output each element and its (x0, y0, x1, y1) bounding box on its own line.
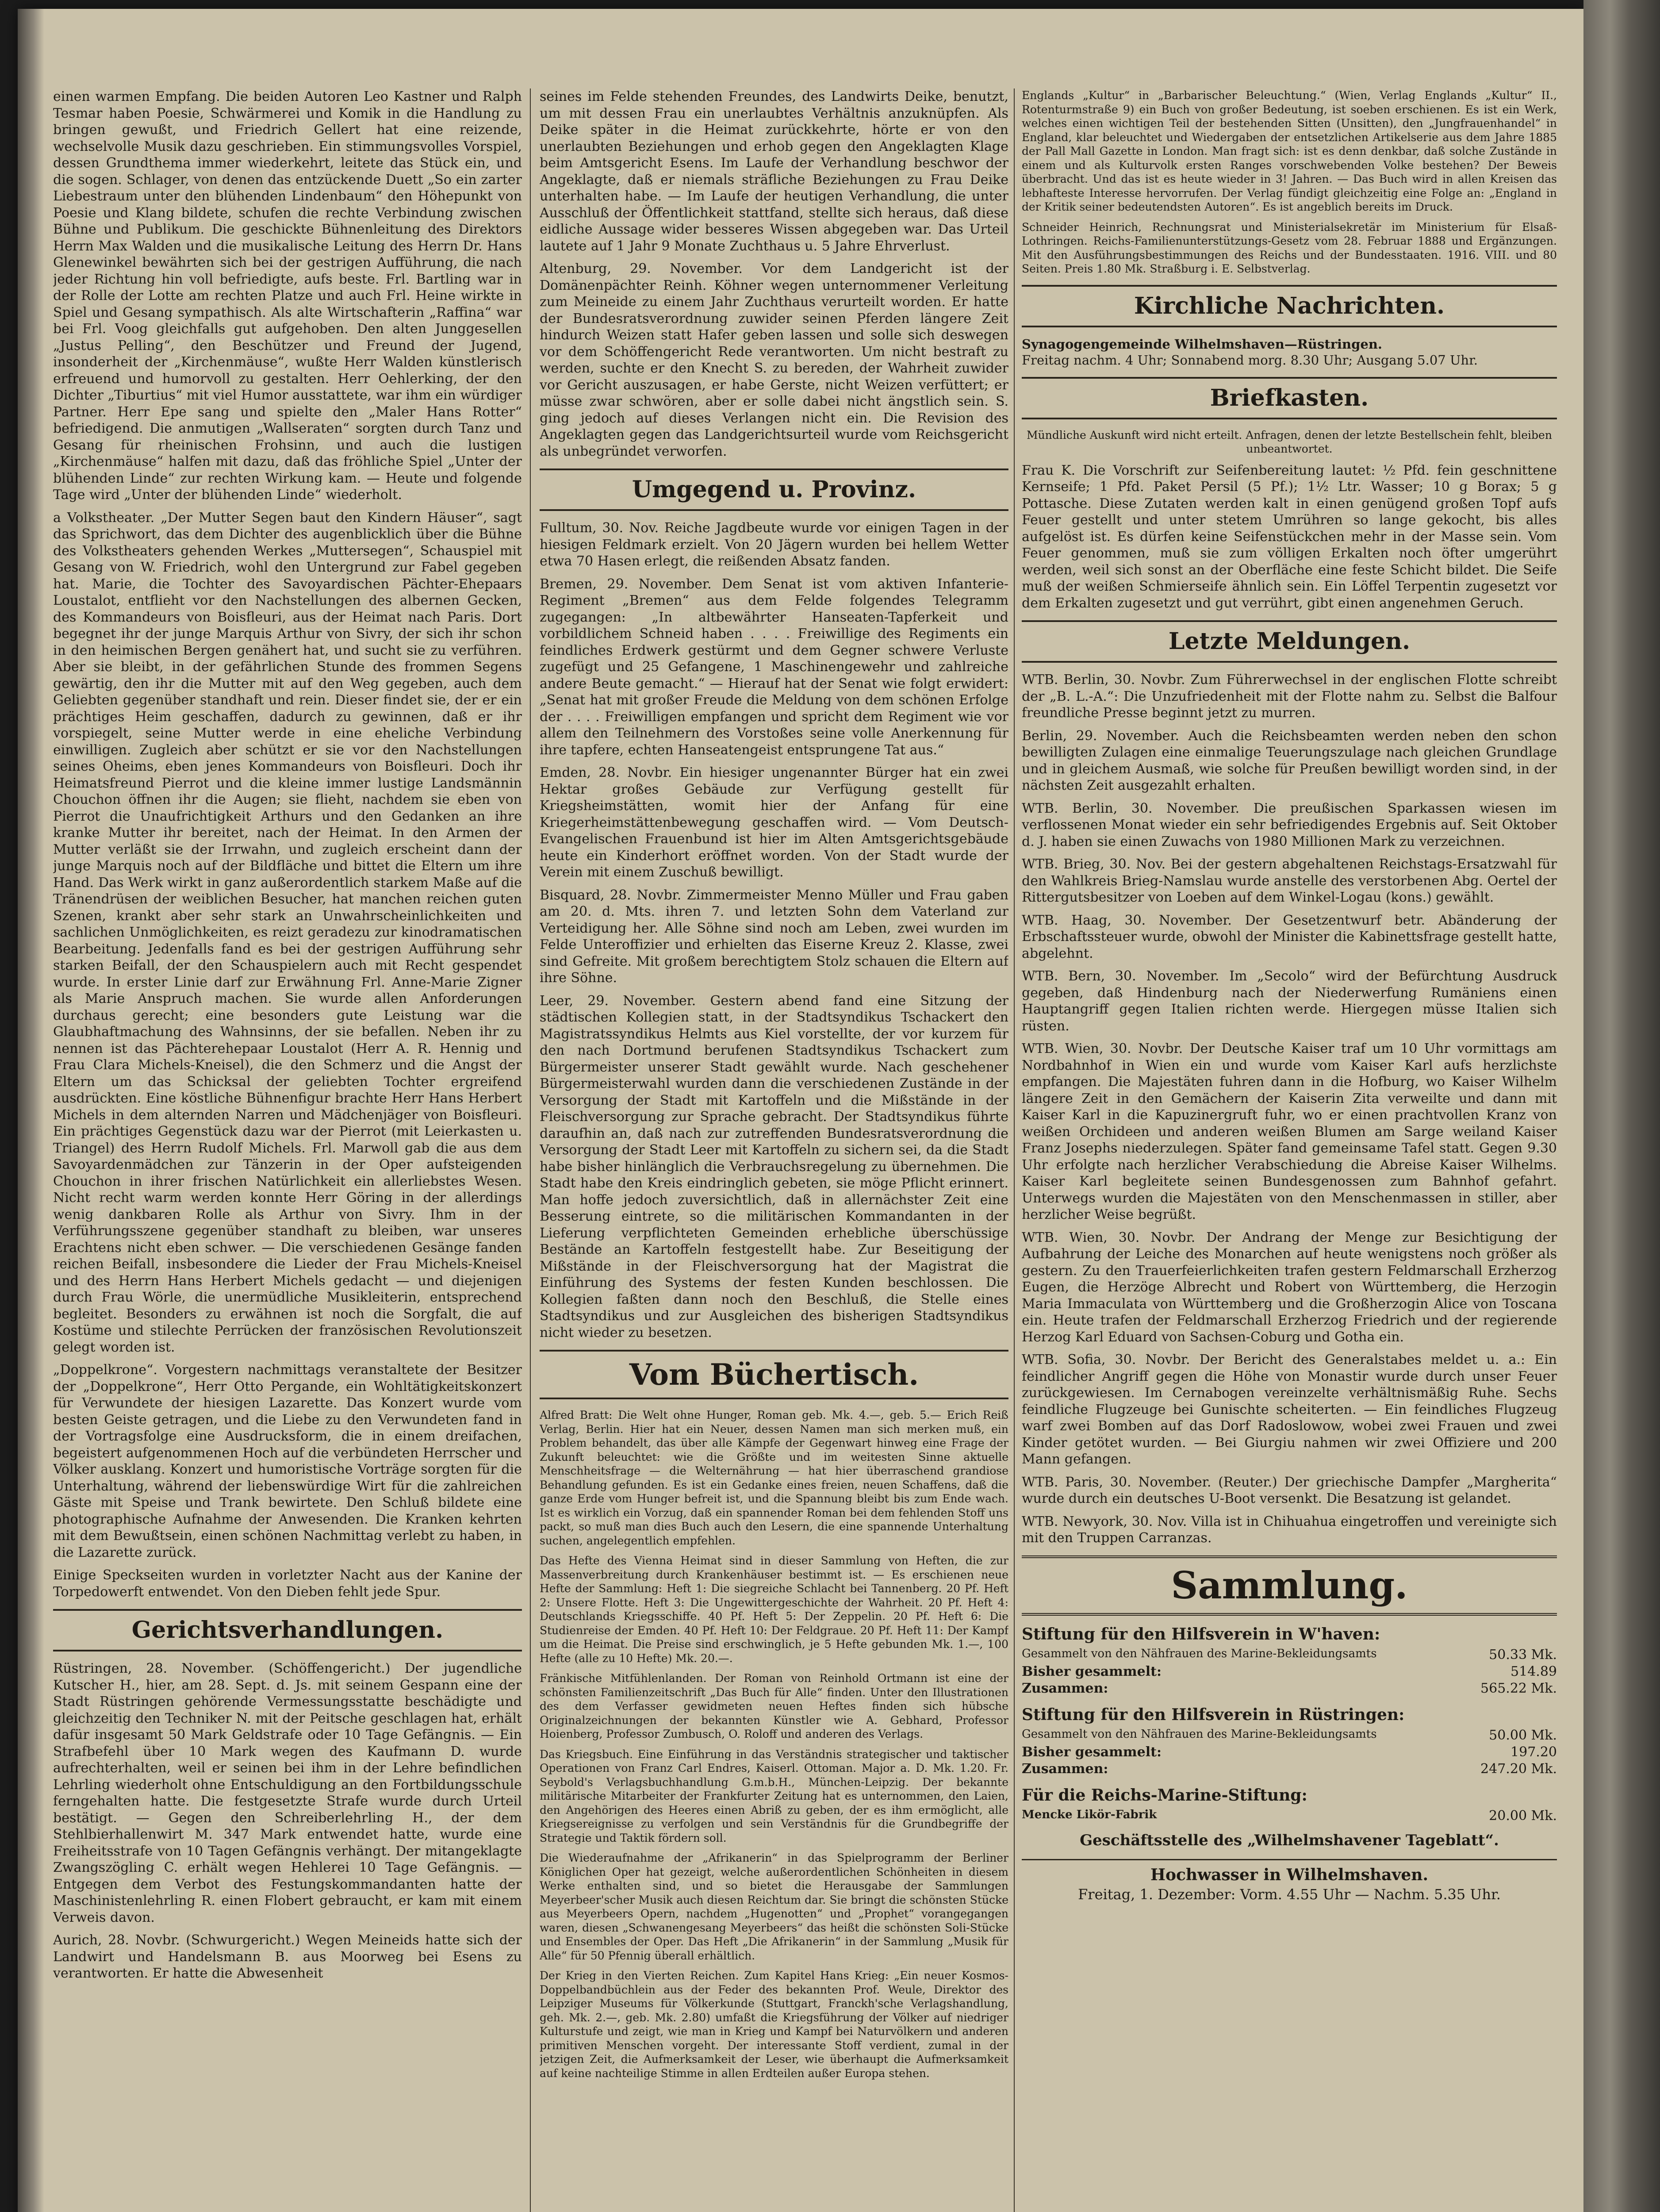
fund-previous-value: 514.89 (1510, 1663, 1557, 1679)
fund-previous-row (1022, 1744, 1557, 1761)
reich-fund-value: 20.00 Mk. (1489, 1808, 1557, 1824)
news-item: WTB. Wien, 30. Novbr. Der Deutsche Kaiser traf um 10 Uhr vormittags am Nordbahnhof in Wien ein und wurde vom Kaiser Karl aufs herzlichste empfangen. Die Majestäten fuhren dann in die Hofburg, wo Kaiser Wilhelm längere Zeit in den Gemächern der Kaiserin Zita verweilte und dann mit Kaiser Karl in die Kapuzinergruft fuhr, wo er einen prachtvollen Kranz von weißen Orchideen und anderen weißen Blumen am Sarge weiland Kaiser Franz Josephs niederzulegen. Später fand gemeinsame Tafel statt. Gegen 9.30 Uhr erfolgte nach herzlicher Verabschiedung die Abreise Kaiser Wilhelms. Kaiser Karl begleitete seinen Bundesgenossen zum Bahnhof gefahrt. Unterwegs wurden die Majestäten von den Menschenmassen in stiller, aber herzlicher Weise begrüßt. (1022, 1041, 1557, 1222)
fund-contributor: Gesammelt von den Nähfrauen des Marine-Bekleidungsamts (1022, 1727, 1377, 1741)
fund-previous-value: 197.20 (1510, 1744, 1557, 1760)
news-item: WTB. Brieg, 30. Nov. Bei der gestern abgehaltenen Reichstags-Ersatzwahl für den Wahlkreis Brieg-Namslau wurde anstelle des verstorbenen Abg. Oertel der Rittergutsbesitzer von Loeben auf dem Winkel-Logau (kons.) gewählt. (1022, 856, 1557, 905)
article-paragraph: einen warmen Empfang. Die beiden Autoren Leo Kastner und Ralph Tesmar haben Poesie, Schwärmerei und Komik in die Handlung zu bringen gewußt, und Friedrich Gellert hat eine reizende, wechselvolle Musik dazu geschrieben. Ein stimmungsvolles Vorspiel, dessen Grundthema immer wiederkehrt, leitete das Stück ein, und die sogen. Schlager, von denen das entzückende Duett „So ein zarter Liebestraum unter den blühenden Lindenbaum“ den Höhepunkt von Poesie und Klang bildete, schufen die rechte Verbindung zwischen Bühne und Publikum. Die geschickte Bühnenleitung des Direktors Herrn Max Walden und die musikalische Leitung des Herrn Dr. Hans Glenewinkel bewährten sich bei der gestrigen Aufführung, die nach jeder Richtung hin voll befriedigte, aufs beste. Frl. Bartling war in der Rolle der Lotte am rechten Platze und auch Frl. Heine wirkte in Spiel und Gesang sympathisch. Als alte Wirtschafterin „Raffina“ war bei Frl. Voog gleichfalls gut aufgehoben. Den alten Junggesellen „Justus Pelling“, den Beschützer und Freund der Jugend, insonderheit der „Kirchenmäuse“, wußte Herr Walden künstlerisch erfreuend und humorvoll zu gestalten. Herr Oehlerking, der den Dichter „Tiburtius“ mit viel Humor ausstattete, war ihm ein würdiger Partner. Herr Epe sang und spielte den „Maler Hans Rotter“ befriedigend. Die anmutigen „Wallseraten“ sorgten durch Tanz und Gesang für rheinischen Frohsinn, und auch die lustigen „Kirchenmäuse“ halfen mit dazu, daß das fröhliche Spiel „Unter der blühenden Linde“ zur rechten Wirkung kam. — Heute und folgende Tage wird „Unter der blühenden Linde“ wiederholt. (53, 89, 522, 503)
article-paragraph: a Volkstheater. „Der Mutter Segen baut den Kindern Häuser“, sagt das Sprichwort, das dem Dichter des augenblicklich über die Bühne des Volkstheaters gehenden Werkes „Muttersegen“, Schauspiel mit Gesang von W. Friedrich, wohl den Untergrund zur Fabel gegeben hat. Marie, die Tochter des Savoyardischen Pächter-Ehepaars Loustalot, entflieht vor den Nachstellungen des albernen Gecken, des Kommandeurs von Boisfleuri, aus der Heimat nach Paris. Dort begegnet ihr der junge Marquis Arthur von Sivry, der sich ihr schon in den heimischen Bergen genähert hat, und sucht sie zu verführen. Aber sie bleibt, in der gefährlichen Stunde des frommen Segens gewärtig, den ihr die Mutter mit auf den Weg gegeben, auch dem Geliebten gegenüber standhaft und rein. Dieser findet sie, der er ein prächtiges Heim geschaffen, dadurch zu gewinnen, daß er ihr vorspiegelt, seine Mutter werde in eine eheliche Verbindung einwilligen. Zugleich aber schützt er sie vor den Nachstellungen seines Oheims, eben jenes Kommandeurs von Boisfleuri. Doch ihr Heimatsfreund Pierrot und die kleine immer lustige Landsmännin Chouchon öffnen ihr die Augen; sie flieht, nachdem sie eben von Pierrot die Unaufrichtigkeit Arthurs und den Gedanken an ihre kranke Mutter ihr bereitet, nach der Heimat. In den Armen der Mutter verläßt sie der Irrwahn, und zugleich erscheint dann der junge Marquis noch auf der Bildfläche und bittet die Eltern um ihre Hand. Das Werk wirkt in ganz außerordentlich starkem Maße auf die Tränendrüsen der weiblichen Besucher, hat manchen reichen guten Szenen, krankt aber sehr stark an Unwahrscheinlichkeiten und sachlichen Unmöglichkeiten, es reizt geradezu zur kinodramatischen Bearbeitung. Jedenfalls fand es bei der gestrigen Aufführung sehr starken Beifall, der den Schauspielern auch mit Recht gespendet wurde. In erster Linie darf zur Erwähnung Frl. Anne-Marie Zigner als Marie Anspruch machen. Sie wurde allen Anforderungen durchaus gerecht; eine besonders gute Leistung war die Glaubhaftmachung des Wahnsinns, der sie befallen. Neben ihr zu nennen ist das Pächterehepaar Loustalot (Herr A. R. Hennig und Frau Clara Michels-Kneisel), die den Schmerz und die Angst der Eltern um das Schicksal der geliebten Tochter ergreifend ausdrückten. Eine köstliche Bühnenfigur brachte Herr Hans Herbert Michels in dem alternden Narren und Mädchenjäger von Boisfleuri. Ein prächtiges Gegenstück dazu war der Pierrot (mit Leierkasten u. Triangel) des Herrn Rudolf Michels. Frl. Marwoll gab die aus dem Savoyardenmädchen zur Tänzerin in der Oper aufsteigenden Chouchon in ihrer frischen Natürlichkeit ein allerliebstes Wesen. Nicht recht warm werden konnte Herr Göring in der allerdings wenig dankbaren Rolle als Arthur von Sivry. Ihm in der Verführungsszene gegenüber standhaft zu bleiben, war unseres Erachtens nicht eben schwer. — Die verschiedenen Gesänge fanden reichen Beifall, insbesondere die Lieder der Frau Michels-Kneisel und des Herrn Hans Herbert Michels gedacht — und diejenigen durch Frau Wörle, die unermüdliche Musikleiterin, entsprechend begleitet. Besonders zu erwähnen ist noch die Sorgfalt, die auf Kostüme und stilechte Perrücken der französischen Revolutionszeit gelegt worden ist. (53, 510, 522, 1355)
news-item: WTB. Sofia, 30. Novbr. Der Bericht des Generalstabes meldet u. a.: Ein feindlicher Angriff gegen die Höhe von Monastir wurde durch unser Feuer zurückgewiesen. Im Cernabogen vereinzelte verhältnismäßig Ruhe. Sechs feindliche Flugzeuge bei Gunischte scheiterten. — Ein feindliches Flugzeug warf zwei Bomben auf das Dorf Radoslowow, wobei zwei Frauen und zwei Kinder getötet wurden. — Bei Giurgiu nahmen wir zwei Offiziere und 200 Mann gefangen. (1022, 1352, 1557, 1467)
article-paragraph: „Doppelkrone“. Vorgestern nachmittags veranstaltete der Besitzer der „Doppelkrone“, Herr Otto Pergande, ein Wohltätigkeitskonzert für Verwundete der hiesigen Lazarette. Das Konzert wurde vom besten Geiste getragen, und die Liebe zu den Verwundeten fand in der Vortragsfolge eine Ausdrucksform, die in einem dreifachen, begeistert aufgenommenen Hoch auf die verbündeten Herrscher und Völker ausklang. Konzert und humoristische Vorträge sorgten für die Unterhaltung, während der liebenswürdige Wirt für die zahlreichen Gäste mit Speise und Trank bewirtete. Den Schluß bildete eine photographische Aufnahme der Anwesenden. Die Kranken kehrten mit dem Bewußtsein, einen schönen Nachmittag verlebt zu haben, in die Lazarette zurück. (53, 1362, 522, 1560)
reich-fund-row (1022, 1808, 1557, 1824)
article-paragraph: Einige Speckseiten wurden in vorletzter Nacht aus der Kanine der Torpedowerft entwendet. Von den Dieben fehlt jede Spur. (53, 1567, 522, 1600)
fund-total-label: Zusammen: (1022, 1680, 1108, 1696)
section-title-church: Kirchliche Nachrichten. (1022, 285, 1557, 327)
book-paragraph: Das Kriegsbuch. Eine Einführung in das Verständnis strategischer und taktischer Operationen von Franz Carl Endres, Kaiserl. Ottoman. Major a. D. Mk. 1.20. Fr. Seybold's Verlagsbuchhandlung G.m.b.H., München-Leipzig. Der bekannte militärische Mitarbeiter der Frankfurter Zeitung hat es unternommen, den Laien, den Angehörigen des Heeres einen Abriß zu geben, der es ihm ermöglicht, alle Kriegsereignisse zu verfolgen und sein Verständnis für die Grundbegriffe der Strategie und Taktik fördern soll. (540, 1747, 1008, 1844)
article-paragraph: Altenburg, 29. November. Vor dem Landgericht ist der Domänenpächter Reinh. Köhner wegen unternommener Verleitung zum Meineide zu einem Jahr Zuchthaus verurteilt worden. Er hatte der Bundesratsverordnung zuwider seinen Pferden längere Zeit hindurch Weizen statt Hafer geben lassen und solle sich deswegen vor dem Schöffengericht Rede verantworten. Um nicht bestraft zu werden, suchte er den Knecht S. zu bereden, der Wahrheit zuwider vor Gericht auszusagen, er habe Gerste, nicht Weizen verfüttert; er müsse zwar schwören, aber er solle dabei nicht ängstlich sein. S. ging jedoch auf dieses Verlangen nicht ein. Die Revision des Angeklagten gegen das Landgerichtsurteil wurde vom Reichsgericht als unbegründet verworfen. (540, 261, 1008, 459)
high-water-times: Freitag, 1. Dezember: Vorm. 4.55 Uhr — Nachm. 5.35 Uhr. (1078, 1886, 1501, 1903)
column-1 (53, 88, 522, 2212)
fund-block (1022, 1624, 1557, 1697)
province-paragraph: Leer, 29. November. Gestern abend fand eine Sitzung der städtischen Kollegien statt, in der Stadtsyndikus Tschackert den Magistratssyndikus Helmts aus Kiel vorstellte, der vor kurzem für den nach Dortmund berufenen Stadtsyndikus Tschackert zum Bürgermeister unserer Stadt gewählt wurde. Nach geschehener Bürgermeisterwahl wurden dann die verschiedenen Zustände in der Versorgung der Stadt mit Kartoffeln und die Mißstände in der Fleischversorgung zur Sprache gebracht. Der Stadtsyndikus führte daraufhin an, daß nach zur zutreffenden Bundesratsverordnung die Versorgung der Stadt Leer mit Kartoffeln zu sichern sei, da die Stadt habe bisher hinlänglich die Verbrauchsregelung zu übernehmen. Die Stadt habe den Kreis eindringlich gebeten, sie möge Pflicht erinnert. Man hoffe jedoch zuversichtlich, daß in allernächster Zeit eine Besserung eintrete, so die militärischen Kommandanten in der Lieferung verpflichteten Gemeinden erhebliche überschüssige Bestände an Kartoffeln festgestellt habe. Zur Beseitigung der Mißstände in der Fleischversorgung hat der Magistrat die Einführung des Systems der festen Kunden beschlossen. Die Kollegien faßten dann noch den Beschluß, die Stelle eines Stadtsyndikus und zur Ausgleichen des bisherigen Stadtsyndikus nicht wieder zu besetzen. (540, 993, 1008, 1340)
section-title-collection: Sammlung. (1022, 1555, 1557, 1616)
section-title-court: Gerichtsverhandlungen. (53, 1609, 522, 1651)
news-item: WTB. Bern, 30. November. Im „Secolo“ wird der Befürchtung Ausdruck gegeben, daß Hindenburg nach der Niederwerfung Rumäniens einen Hauptangriff gegen Italien richten werde. Hiergegen müsse Italien sich rüsten. (1022, 968, 1557, 1034)
fund-previous-label: Bisher gesammelt: (1022, 1744, 1162, 1760)
fund-title: Stiftung für den Hilfsverein in W'haven: (1022, 1624, 1380, 1644)
fund-previous-label: Bisher gesammelt: (1022, 1663, 1162, 1679)
book-paragraph: Fränkische Mitfühlenlanden. Der Roman von Reinhold Ortmann ist eine der schönsten Familienzeitschrift „Das Buch für Alle“ finden. Unter den Illustrationen des dem Verfasser gewidmeten neuen Heftes finden sich hübsche Originalzeichnungen der bekannten Künstler wie A. Gebhard, Professor Hoienberg, Professor Zumbusch, O. Roloff und anderen des Verlags. (540, 1672, 1008, 1740)
column-2 (540, 88, 1008, 2212)
book-paragraph: Das Hefte des Vienna Heimat sind in dieser Sammlung von Heften, die zur Massenverbreitung durch Krankenhäuser bestimmt ist. — Es erschienen neue Hefte der Sammlung: Heft 1: Die siegreiche Schlacht bei Tannenberg. 20 Pf. Heft 2: Unsere Flotte. Heft 3: Die Ungewittergeschichte der Wahrheit. 20 Pf. Heft 4: Deutschlands Kriegsschiffe. 40 Pf. Heft 5: Der Zeppelin. 20 Pf. Heft 6: Die Studienreise der Emden. 40 Pf. Heft 10: Der Feldgraue. 20 Pf. Heft 11: Der Kampf um die Heimat. Die Preise sind erschwinglich, je 5 Hefte gebunden Mk. 1.—, 100 Hefte (alle zu 10 Hefte) Mk. 20.—. (540, 1554, 1008, 1665)
fund-amount: 50.00 Mk. (1489, 1727, 1557, 1743)
section-title-letterbox: Briefkasten. (1022, 377, 1557, 419)
church-times: Freitag nachm. 4 Uhr; Sonnabend morg. 8.30 Uhr; Ausgang 5.07 Uhr. (1022, 352, 1478, 368)
section-title-news: Letzte Meldungen. (1022, 620, 1557, 663)
section-title-books: Vom Büchertisch. (540, 1350, 1008, 1399)
book-notice: Englands „Kultur“ in „Barbarischer Beleuchtung.“ (Wien, Verlag Englands „Kultur“ II., Rotenturmstraße 9) ein Buch von großer Bedeutung, ist soeben erschienen. Es ist ein Werk, welches einen wichtigen Teil der bestehenden Sitten (Unsitten), den „Jungfrauenhandel“ in England, klar beleuchtet und Wiedergaben der entsetzlichen Artikelserie aus dem Jahre 1885 der Pall Mall Gazette in London. Man fragt sich: ist es denn denkbar, daß solche Zustände in einem und als Kulturvolk ersten Ranges vorschwebenden Volke bestehen? Der Beweis überbracht. Und das ist es heute wieder in 3! Jahren. — Das Buch wird in allen Kreisen das lebhafteste Interesse hervorrufen. Der Verlag fündigt gleichzeitig eine Folge an: „England in der Kritik seiner bedeutendsten Autoren“. Es ist angeblich bereits im Druck. (1022, 89, 1557, 213)
province-paragraph: Bisquard, 28. Novbr. Zimmermeister Menno Müller und Frau gaben am 20. d. Mts. ihren 7. und letzten Sohn dem Vaterland zur Verteidigung her. Alle Söhne sind noch am Leben, zwei wurden im Felde Unteroffizier und erhielten das Eiserne Kreuz 2. Klasse, zwei sind Gefreite. Mit großem berechtigtem Stolz schauen die Eltern auf ihre Söhne. (540, 887, 1008, 986)
news-item: WTB. Wien, 30. Novbr. Der Andrang der Menge zur Besichtigung der Aufbahrung der Leiche des Monarchen auf heute wenigstens noch größer als gestern. Zu den Trauerfeierlichkeiten trafen gestern Feldmarschall Erzherzog Eugen, die Herzöge Albrecht und Robert von Württemberg, die Herzogin Maria Immaculata von Württemberg und die Großherzogin Alice von Toscana ein. Heute trafen der Feldmarschall Erzherzog Friedrich und der regierende Herzog Karl Eduard von Sachsen-Coburg und Gotha ein. (1022, 1229, 1557, 1345)
fund-total-value: 565.22 Mk. (1480, 1680, 1557, 1696)
column-rule (1014, 88, 1015, 2212)
fund-total-row (1022, 1680, 1557, 1697)
section-title-province: Umgegend u. Provinz. (540, 469, 1008, 511)
book-paragraph: Alfred Bratt: Die Welt ohne Hunger, Roman geb. Mk. 4.—, geb. 5.— Erich Reiß Verlag, Berlin. Hier hat ein Neuer, dessen Namen man sich merken muß, ein Problem behandelt, das über alle Kämpfe der Gegenwart hinweg eine Frage der Zukunft beleuchtet: wie die Größte und im weitesten Sinne aktuelle Menschheitsfrage — die Welternährung — hat hier überraschend grandiose Behandlung gefunden. Es ist ein Gedanke eines freien, neuen Schaffens, daß die ganze Erde vom Hunger befreit ist, und die Spannung bleibt bis zum Ende wach. Ist es wirklich ein Vorzug, daß ein spannender Roman bei dem fehlenden Stoff uns packt, so muß man dies Buch auch den Lesern, die eine spannende Unterhaltung suchen, angelegentlich empfehlen. (540, 1409, 1008, 1547)
province-paragraph: Bremen, 29. November. Dem Senat ist vom aktiven Infanterie-Regiment „Bremen“ aus dem Felde folgendes Telegramm zugegangen: „In altbewährter Hanseaten-Tapferkeit und vorbildlichem Schneid haben . . . . Freiwillige des Regiments ein feindliches Erdwerk gestürmt und dem Gegner schwere Verluste zugefügt und 25 Gefangene, 1 Maschinengewehr und zahlreiche andere Beute gemacht.“ — Hierauf hat der Senat wie folgt erwidert: „Senat hat mit großer Freude die Meldung von dem schönen Erfolge der . . . . Freiwilligen empfangen und spricht dem Regiment wie vor allem den Teilnehmern des Vorstoßes seine volle Anerkennung für ihre tapfere, echten Hanseatengeist entsprungene Tat aus.“ (540, 576, 1008, 758)
fund-total-row (1022, 1761, 1557, 1778)
province-paragraph: Fulltum, 30. Nov. Reiche Jagdbeute wurde vor einigen Tagen in der hiesigen Feldmark erzielt. Von 20 Jägern wurden bei hellem Wetter etwa 70 Hasen erlegt, die reißenden Absatz fanden. (540, 520, 1008, 569)
newspaper-page (18, 9, 1583, 2212)
article-paragraph: seines im Felde stehenden Freundes, des Landwirts Deike, benutzt, um mit dessen Frau ein unerlaubtes Verhältnis anzuknüpfen. Als Deike später in die Heimat zurückkehrte, hörte er von den unerlaubten Beziehungen und erhob gegen den Angeklagten Klage beim Amtsgericht Esens. Im Laufe der Verhandlung beschwor der Angeklagte, daß er niemals sträfliche Beziehungen zu Frau Deike unterhalten habe. — Im Laufe der heutigen Verhandlung, die unter Ausschluß der Öffentlichkeit stattfand, stellte sich heraus, daß diese eidliche Aussage wider besseres Wissen abgegeben war. Das Urteil lautete auf 1 Jahr 9 Monate Zuchthaus u. 5 Jahre Ehrverlust. (540, 89, 1008, 254)
news-item: WTB. Haag, 30. November. Der Gesetzentwurf betr. Abänderung der Erbschaftssteuer wurde, obwohl der Minister die Kabinettsfrage gestellt hatte, abgelehnt. (1022, 912, 1557, 961)
fund-amount-row (1022, 1727, 1557, 1744)
book-paragraph: Die Wiederaufnahme der „Afrikanerin“ in das Spielprogramm der Berliner Königlichen Oper hat gezeigt, welche außerordentlichen Schönheiten in diesem Werke enthalten sind, und so bietet die Herausgabe der Sammlungen Meyerbeer'scher Musik auch diesen Reichtum dar. Sie bringt die schönsten Stücke aus Meyerbeers Opern, nachdem „Hugenotten“ und „Prophet“ vorangegangen waren, diesen „Schwanengesang Meyerbeers“ das heißt die schönsten Soli-Stücke und Ensembles der Oper. Das Heft „Die Afrikanerin“ in der Sammlung „Musik für Alle“ für 50 Pfennig überall erhältlich. (540, 1851, 1008, 1962)
fund-total-value: 247.20 Mk. (1480, 1761, 1557, 1777)
book-edge (1583, 0, 1660, 2212)
court-paragraph: Rüstringen, 28. November. (Schöffengericht.) Der jugendliche Kutscher H., hier, am 28. Sept. d. Js. mit seinem Gespann eine der Stadt Rüstringen gehörende Vermessungsstatte beschädigte und gleichzeitig den Techniker N. mit der Peitsche geschlagen hat, erhält dafür insgesamt 50 Mark Geldstrafe oder 10 Tage Gefängnis. — Ein Strafbefehl über 10 Mark wegen des Kaufmann D. wurde aufrechterhalten, weil er seinen bei ihm in der Lehre befindlichen Lehrling wiederholt ohne Entschuldigung an den Fortbildungsschule ferngehalten hatte. Die festgesetzte Strafe wurde durch Urteil bestätigt. — Gegen den Schreiberlehrling H., der dem Stehlbierhallenwirt M. 347 Mark entwendet hatte, wurde eine Freiheitsstrafe von 10 Tagen Gefängnis verhängt. Der mitangeklagte Zwangszögling C. erhält wegen Hehlerei 10 Tage Gefängnis. — Entgegen dem Verbot des Festungskommandanten hatte der Maschinistenlehrling R. einen Flobert gebraucht, er kam mit einem Verweis davon. (53, 1661, 522, 1925)
news-item: WTB. Newyork, 30. Nov. Villa ist in Chihuahua eingetroffen und vereinigte sich mit den Truppen Carranzas. (1022, 1513, 1557, 1546)
reich-fund-title: Für die Reichs-Marine-Stiftung: (1022, 1786, 1307, 1805)
court-paragraph: Aurich, 28. Novbr. (Schwurgericht.) Wegen Meineids hatte sich der Landwirt und Handelsmann B. aus Moorweg bei Esens zu verantworten. Er hatte die Abwesenheit (53, 1932, 522, 1981)
office-line: Geschäftsstelle des „Wilhelmshavener Tageblatt“. (1080, 1831, 1499, 1849)
news-item: Berlin, 29. November. Auch die Reichsbeamten werden neben den schon bewilligten Zulagen eine einmalige Teuerungszulage nach gleichen Grundlage und in gleichem Ausmaß, wie solche für Preußen bewilligt worden sind, in der nächsten Zeit ausgezahlt erhalten. (1022, 728, 1557, 793)
fund-previous-row (1022, 1663, 1557, 1680)
news-item: WTB. Berlin, 30. Novbr. Zum Führerwechsel in der englischen Flotte schreibt der „B. L.-A.“: Die Unzufriedenheit mit der Flotte nahm zu. Selbst die Balfour freundliche Presse beginnt jetzt zu murren. (1022, 672, 1557, 721)
column-3 (1022, 88, 1557, 2212)
reich-fund-contributor: Mencke Likör-Fabrik (1022, 1808, 1157, 1821)
high-water-title: Hochwasser in Wilhelmshaven. (1022, 1859, 1557, 1885)
column-rule (530, 88, 531, 2212)
fund-block (1022, 1705, 1557, 1778)
letterbox-answer: Frau K. Die Vorschrift zur Seifenbereitung lautet: ½ Pfd. fein geschnittene Kernseife; 1 Pfd. Paket Persil (5 Pf.); 1½ Ltr. Wasser; 10 g Borax; 5 g Pottasche. Diese Zutaten werden kalt in einen genügend großen Topf aufs Feuer gestellt und unter stetem Umrühren so lange gekocht, bis alles aufgelöst ist. Es dürfen keine Seifenstückchen mehr in der Masse sein. Vom Feuer genommen, muß sie zum völligen Erkalten noch öfter umgerührt werden, weil sich sonst an der Oberfläche eine feste Schicht bildet. Die Seife muß der weißen Schmierseife ähnlich sein. Ein Löffel Terpentin zugesetzt vor dem Erkalten zugesetzt und gut verrührt, gibt einen angenehmen Geruch. (1022, 462, 1557, 611)
fund-title: Stiftung für den Hilfsverein in Rüstringen: (1022, 1705, 1405, 1724)
news-item: WTB. Berlin, 30. November. Die preußischen Sparkassen wiesen im verflossenen Monat wieder ein sehr befriedigendes Ergebnis auf. Seit Oktober d. J. haben sie einen Zuwachs von 1980 Millionen Mark zu verzeichnen. (1022, 800, 1557, 849)
fund-contributor: Gesammelt von den Nähfrauen des Marine-Bekleidungsamts (1022, 1647, 1377, 1660)
book-paragraph: Der Krieg in den Vierten Reichen. Zum Kapitel Hans Krieg: „Ein neuer Kosmos-Doppelbandbüchlein aus der Feder des bekannten Prof. Weule, Direktor des Leipziger Museums für Völkerkunde (Stuttgart, Franckh'sche Verlagshandlung, geh. Mk. 2.—, geb. Mk. 2.80) umfaßt die Kriegsführung der Völker auf niedriger Kulturstufe und zeigt, wie man in Krieg und Kampf bei Naturvölkern und anderen primitiven Menschen vorgeht. Der interessante Stoff verdient, zumal in der jetzigen Zeit, die Aufmerksamkeit der Leser, wie überhaupt die Aufmerksamkeit auf keine nachteilige Stimme in allen Erdteilen außer Europa stehen. (540, 1969, 1008, 2080)
fund-total-label: Zusammen: (1022, 1761, 1108, 1777)
fund-amount-row (1022, 1647, 1557, 1663)
fund-amount: 50.33 Mk. (1489, 1647, 1557, 1663)
church-congregation: Synagogengemeinde Wilhelmshaven—Rüstringen. (1022, 336, 1383, 352)
letterbox-note: Mündliche Auskunft wird nicht erteilt. Anfragen, denen der letzte Bestellschein fehlt, bleiben unbeantwortet. (1027, 428, 1552, 455)
news-item: WTB. Paris, 30. November. (Reuter.) Der griechische Dampfer „Margherita“ wurde durch ein deutsches U-Boot versenkt. Die Besatzung ist gelandet. (1022, 1474, 1557, 1506)
page-gutter (18, 9, 44, 2212)
province-paragraph: Emden, 28. Novbr. Ein hiesiger ungenannter Bürger hat ein zwei Hektar großes Gebäude zur Verfügung gestellt für Kriegsheimstätten, womit hier der Anfang für eine Kriegerheimstättenbewegung geschaffen wird. — Vom Deutsch-Evangelischen Frauenbund ist hier im Alten Amtsgerichtsgebäude heute ein Kinderhort eröffnet worden. Von der Stadt wurde der Verein mit einem Zuschuß bewilligt. (540, 765, 1008, 880)
book-notice: Schneider Heinrich, Rechnungsrat und Ministerialsekretär im Ministerium für Elsaß-Lothringen. Reichs-Familienunterstützungs-Gesetz vom 28. Februar 1888 und Ergänzungen. Mit den Ausführungsbestimmungen des Reichs und der Bundesstaaten. 1916. VIII. und 80 Seiten. Preis 1.80 Mk. Straßburg i. E. Selbstverlag. (1022, 220, 1557, 275)
